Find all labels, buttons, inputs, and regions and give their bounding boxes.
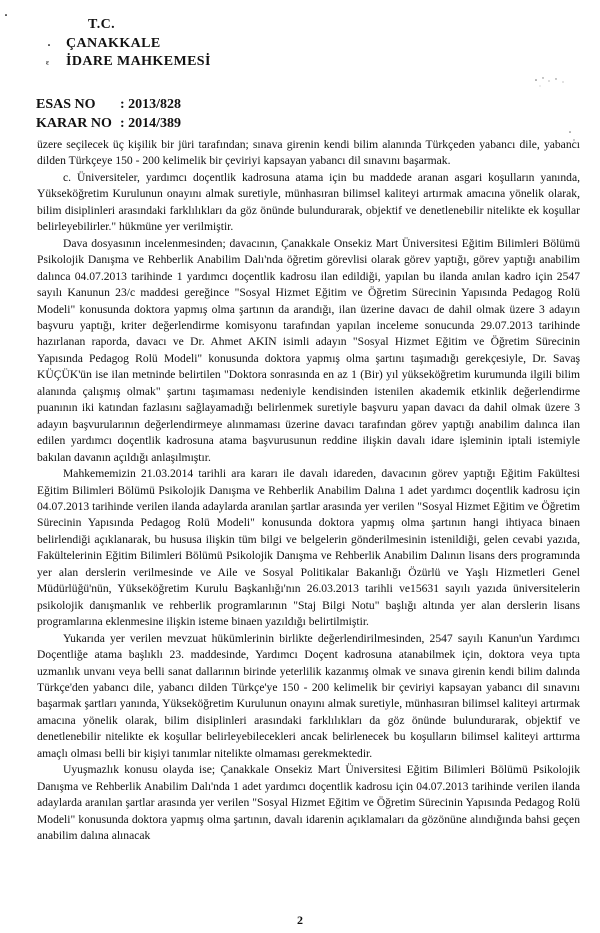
paragraph: c. Üniversiteler, yardımcı doçentlik kadrosuna atama için bu maddede aranan asgari koşulların yanında, Yükseköğretim Kurulunun onayını almak suretiyle, münhasıran bilimsel kaliteyi artırmak amacına yönelik olarak, bilim disiplinleri arasındaki farklılıkları da göz önünde bulundurarak, objektif ve denetlenebilir nitelikte ek koşullar belirleyebilirler." hükmüne yer verilmiştir. [37, 170, 580, 234]
esas-no-row [36, 95, 181, 114]
case-numbers [36, 95, 181, 133]
karar-no-row [36, 114, 181, 133]
karar-no-label: KARAR NO [36, 116, 112, 131]
esas-no-label: ESAS NO [36, 97, 96, 112]
paragraph: Uyuşmazlık konusu olayda ise; Çanakkale Onsekiz Mart Üniversitesi Eğitim Bilimleri Bölümü Psikolojik Danışma ve Rehberlik Anabilim Dalı'nda 1 adet yardımcı doçentlik kadrosu için 04.07.2013 tarihinde verilen ilanda adaylarda aranılan şartlar arasında yer verilen "Sosyal Hizmet Eğitim ve Öğretim Sürecinin Yapısında Pedagog Rolü Modeli" konusunda doktora yapmış olma şartının, davalı idarenin açıklamaları da gözönüne alındığında bahsi geçen anabilim dalına alınacak [37, 763, 580, 843]
paragraph: Yukarıda yer verilen mevzuat hükümlerinin birlikte değerlendirilmesinden, 2547 sayılı Kanun'un Yardımcı Doçentliğe atama başlıklı 23. maddesinde, Yardımcı Doçent kadrosuna atanabilmek için, doktora veya tıpta uzmanlık unvanı veya belli sanat dallarının birinde yeterlilik kazanmış olmak ve sınava girenin kendi bilim dalında Türkçe'den yabancı dile, yabancı dilden Türkçe'ye 150 - 200 kelimelik bir çeviriyi kapsayan yabancı dil sınavını başarmak şartları yanında, Yükseköğretim Kurulunun onayını almak suretiyle, münhasıran bilimsel kaliteyi artırmak amacına yönelik olarak, bilim disiplinleri arasındaki farklılıkları da göz önünde bulundurarak, objektif ve denetlenebilir nitelikte ek koşullar belirleyebilecekleri ancak belirlenecek bu koşulların bilimsel kaliteyi arttırma amaçlı olması belli bir kişiyi tanımlar nitelikte olmaması gerekmektedir. [37, 631, 580, 760]
document-body [37, 137, 580, 844]
paragraph: Dava dosyasının incelenmesinden; davacının, Çanakkale Onsekiz Mart Üniversitesi Eğitim Bilimleri Bölümü Psikolojik Danışma ve Rehberlik Anabilim Dalı'nda öğretim görevlisi olarak görev yaptığı, görev yaptığı anabilim dalınca 04.07.2013 tarihinde 1 yardımcı doçentlik kadrosu ilan edildiği, yapılan bu ilanda anılan kadro için 2547 sayılı Kanunun 23/c maddesi gereğince "Sosyal Hizmet Eğitim ve Öğretim Sürecinin Yapısında Pedagog Rolü Modeli" konusunda doktora yapmış olma şartının da arandığı, ilan üzerine davacı de dahil olmak üzere 3 adayın başvuru yaptığı, kriter değerlendirme komisyonu tarafından yapılan inceleme sonucunda 29.07.2013 tarihinde hazırlanan raporda, davacı ve Dr. Ahmet AKIN isimli adayın "Sosyal Hizmet Eğitim ve Öğretim Sürecinin Yapısında Pedagog Rolü Modeli" konusunda doktora yapmış olma şartını taşımadığı gerekçesiyle, Dr. Savaş KÜÇÜK'ün ise ilan metninde belirtilen "Doktora sonrasında en az 1 (Bir) yıl yükseköğretim kurumunda ilgili bilim alanında çalışmış olmak" şartını taşımaması nedeniyle kendisinden istenilen akademik etkinlik değerlendirme puanının iki katından fazlasını sağlayamadığı belirlenmek suretiyle başvuru yapan davacı da dahil olmak üzere 3 adayın başvurularının değerlendirmeye alınmaması üzerine davacı tarafından görev yaptığı anabilim dalınca ilan edilen yardımcı doçentlik kadrosuna atama başvurusunun reddine ilişkin davalı idare işleminin iptali istemiyle bakılan davanın açıldığı anlaşılmıştır. [37, 236, 580, 464]
court-line-tc: T.C. [88, 17, 116, 32]
scan-mark: · [4, 8, 9, 22]
page-number: 2 [297, 913, 303, 927]
karar-no-value: : 2014/389 [120, 116, 182, 131]
esas-no-value: : 2013/828 [120, 97, 182, 112]
court-line-name: İDARE MAHKEMESİ [66, 54, 211, 69]
court-header [66, 16, 211, 72]
scan-mark: · [47, 38, 52, 52]
paragraph: üzere seçilecek üç kişilik bir jüri tarafından; sınava girenin kendi bilim alanında Türkçeden yabancı dile, yabancı dilden Türkçeye 150 - 200 kelimelik bir çeviriyi kapsayan yabancı dil sınavını başarmak. [37, 138, 580, 168]
scan-mark: ᵋ [46, 57, 50, 71]
paragraph: Mahkememizin 21.03.2014 tarihli ara kararı ile davalı idareden, davacının görev yaptığı Eğitim Fakültesi Eğitim Bilimleri Bölümü Psikolojik Danışma ve Rehberlik Anabilim Dalına 1 adet yardımcı doçentlik kadrosu için 04.07.2013 tarihinde verilen ilanda adaylarda aranılan şartlar arasında yer verilen "Sosyal Hizmet Eğitim ve Öğretim Sürecinin Yapısında Pedagog Rolü Modeli" konusunda doktora yapmış olma şartının hangi ihtiyaca binaen belirlendiği açıklanarak, bu hususa ilişkin tüm bilgi ve belgelerin gönderilmesinin istenildiği, gelen cevabi yazıda, Fakültelerinin Eğitim Bilimleri Bölümü Psikolojik Danışma ve Rehberlik Anabilim Dalının lisans ders programında yer alan derslerin verilmesinde ve Aile ve Sosyal Politikalar Bakanlığı Özürlü ve Yaşlı Hizmetleri Genel Müdürlüğü'nün, Yükseköğretim Kurulu Başkanlığı'nın 26.03.2013 tarihli ve15631 sayılı yazıda üniversitelerin psikolojik danışmanlık ve rehberlik programlarının "Staj Bilgi Notu" başlığı altında yer alan derslerin lisans programlarına eklenmesine ilişkin isteme binaen yazıldığı belirtilmiştir. [37, 467, 580, 629]
court-line-city: ÇANAKKALE [66, 35, 161, 51]
